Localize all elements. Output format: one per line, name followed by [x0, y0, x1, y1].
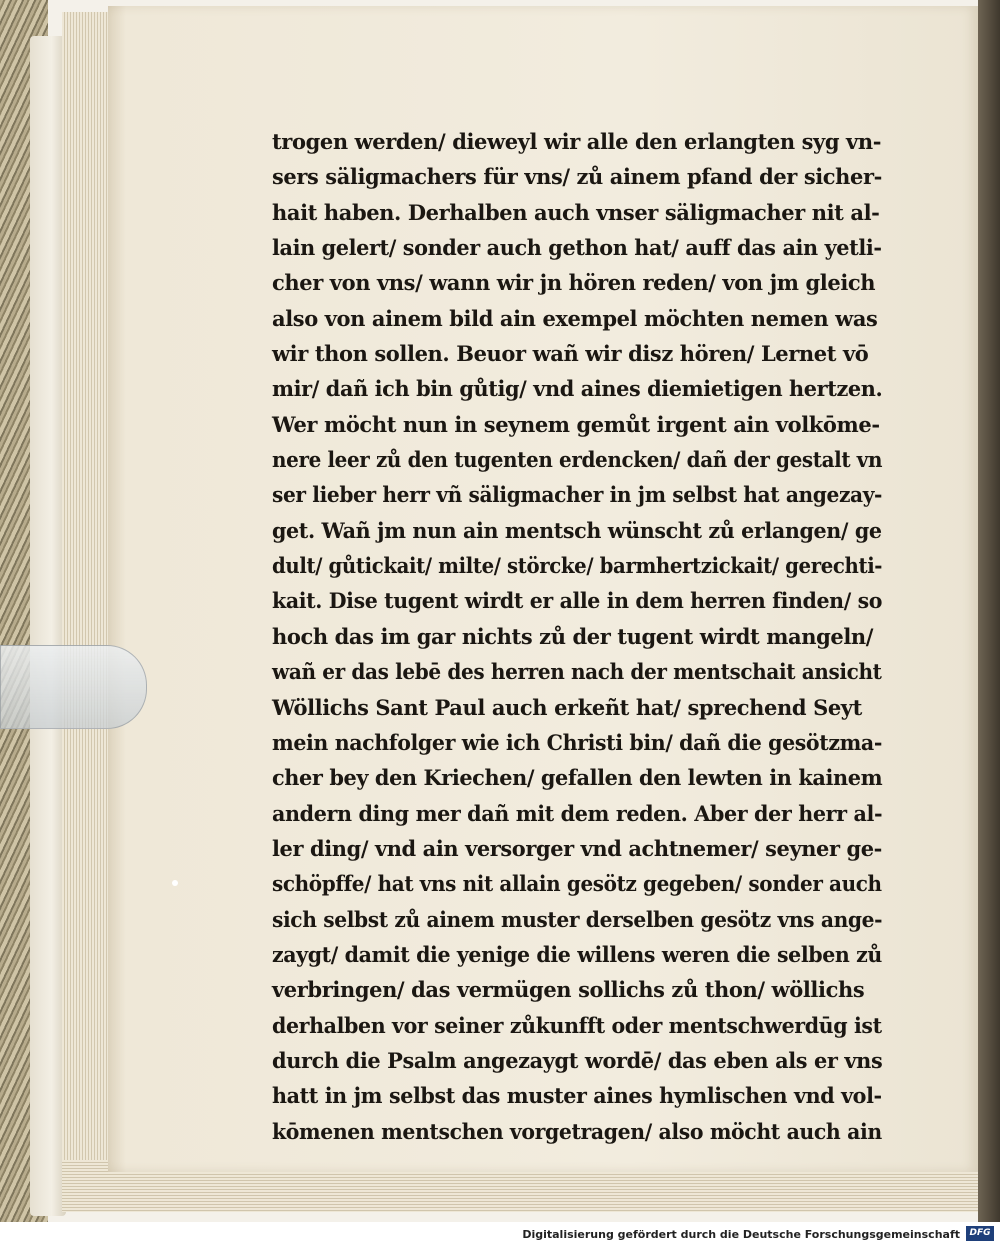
text-line: kōmenen mentschen vorgetragen/ also möcht auch ain: [272, 1118, 882, 1144]
text-line: dult/ gůtickait/ milte/ störcke/ barmhertzickait/ gerechti-: [272, 553, 883, 579]
page-stack-left: [62, 12, 112, 1212]
text-line: hait haben. Derhalben auch vnser säligmacher nit al-: [272, 199, 880, 225]
plastic-page-clip: [0, 645, 147, 729]
text-line: lain gelert/ sonder auch gethon hat/ auff das ain yetli-: [272, 235, 882, 261]
text-line: derhalben vor seiner zůkunfft oder mentschwerdūg ist: [272, 1012, 882, 1038]
funding-notice: Digitalisierung gefördert durch die Deutsche Forschungsgemeinschaft: [522, 1228, 960, 1241]
page-text-block: [272, 124, 882, 1149]
text-line: nere leer zů den tugenten erdencken/ dañ der gestalt vn: [272, 447, 883, 473]
text-line: cher bey den Kriechen/ gefallen den lewten in kainem: [272, 765, 883, 791]
text-line: Wer möcht nun in seynem gemůt irgent ain volkōme-: [272, 411, 880, 437]
text-line: mein nachfolger wie ich Christi bin/ dañ die gesötzma-: [272, 729, 882, 755]
paper-hole: [172, 880, 178, 886]
text-line: schöpffe/ hat vns nit allain gesötz gegeben/ sonder auch: [272, 871, 882, 897]
text-line: cher von vns/ wann wir jn hören reden/ von jm gleich: [272, 270, 876, 296]
dfg-logo: DFG: [966, 1226, 994, 1241]
book-spine-paper: [30, 36, 66, 1216]
text-line: sich selbst zů ainem muster derselben gesötz vns ange-: [272, 906, 883, 932]
text-line: durch die Psalm angezaygt wordē/ das eben als er vns: [272, 1047, 883, 1073]
gutter-shadow: [978, 0, 1000, 1222]
text-line: verbringen/ das vermügen sollichs zů thon/ wöllichs: [272, 977, 865, 1003]
text-line: hoch das im gar nichts zů der tugent wirdt mangeln/: [272, 623, 874, 649]
text-line: andern ding mer dañ mit dem reden. Aber der herr al-: [272, 800, 883, 826]
text-line: zaygt/ damit die yenige die willens weren die selben zů: [272, 941, 882, 967]
text-line: mir/ dañ ich bin gůtig/ vnd aines diemietigen hertzen.: [272, 376, 883, 402]
text-line: Wöllichs Sant Paul auch erkeñt hat/ sprechend Seyt: [272, 694, 862, 720]
footer-bar: [0, 1222, 1000, 1246]
text-line: wir thon sollen. Beuor wañ wir disz hören/ Lernet vō: [272, 341, 869, 367]
text-line: ler ding/ vnd ain versorger vnd achtnemer/ seyner ge-: [272, 835, 882, 861]
text-line: also von ainem bild ain exempel möchten nemen was: [272, 305, 878, 331]
text-line: get. Wañ jm nun ain mentsch wünscht zů erlangen/ ge: [272, 517, 882, 543]
text-line: wañ er das lebē des herren nach der mentschait ansicht: [272, 659, 882, 685]
text-line: kait. Dise tugent wirdt er alle in dem herren finden/ so: [272, 588, 883, 614]
text-line: trogen werden/ dieweyl wir alle den erlangten syg vn-: [272, 129, 882, 154]
text-line: sers säligmachers für vns/ zů ainem pfand der sicher-: [272, 164, 882, 190]
text-line: ser lieber herr vñ säligmacher in jm selbst hat angezay-: [272, 482, 883, 508]
text-line: hatt in jm selbst das muster aines hymlischen vnd vol-: [272, 1083, 882, 1109]
